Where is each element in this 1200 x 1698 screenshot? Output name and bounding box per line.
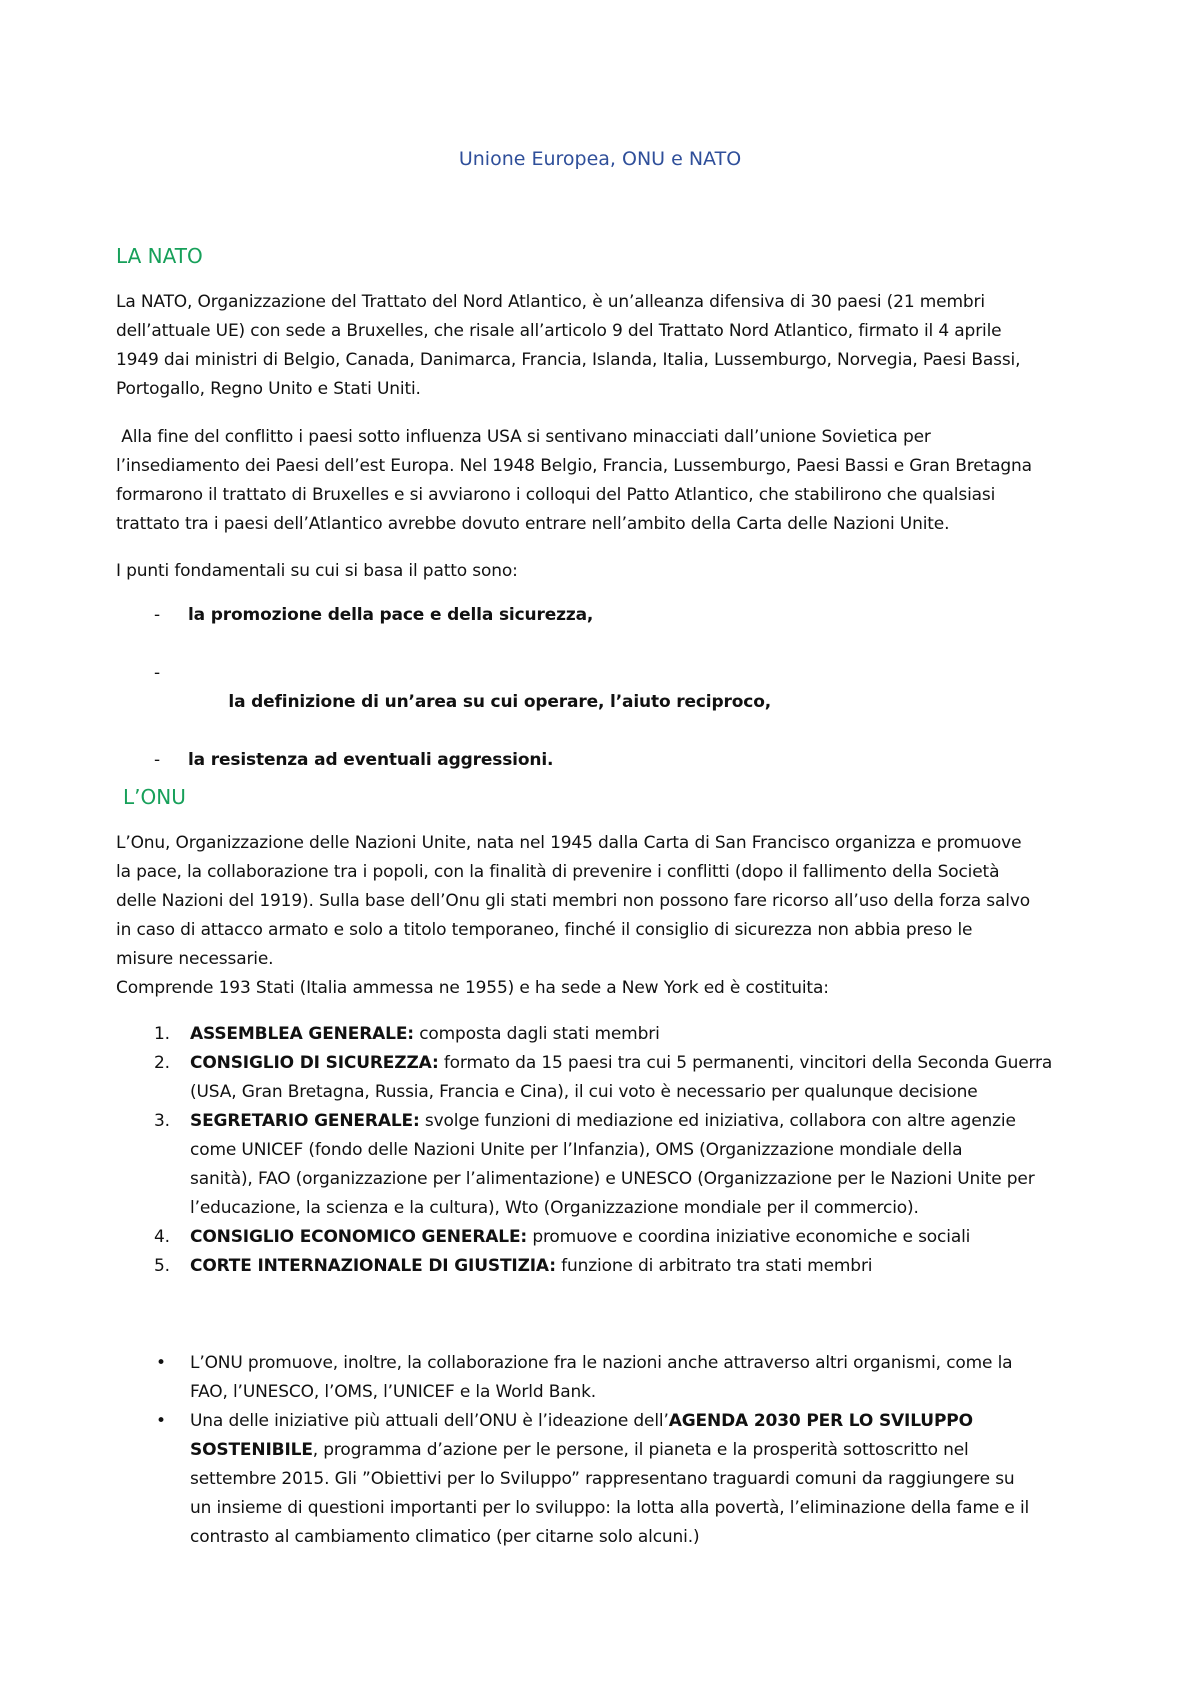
text-line: L’Onu, Organizzazione delle Nazioni Unite, nata nel 1945 dalla Carta di San Francisco organizza e promuove [116, 833, 1022, 853]
text-line: come UNICEF (fondo delle Nazioni Unite per l’Infanzia), OMS (Organizzazione mondiale della [190, 1140, 963, 1160]
nato-heading: LA NATO [116, 244, 203, 268]
organ-name: CONSIGLIO ECONOMICO GENERALE: [190, 1227, 528, 1247]
list-item-text: la resistenza ad eventuali aggressioni. [188, 750, 554, 770]
list-item [116, 1223, 1116, 1252]
organ-description: promuove e coordina iniziative economiche e sociali [527, 1227, 971, 1247]
text-line: Comprende 193 Stati (Italia ammessa ne 1955) e ha sede a New York ed è costituita: [116, 978, 829, 998]
list-number: 1. [154, 1024, 170, 1044]
list-number: 5. [154, 1256, 170, 1276]
list-item [116, 601, 1096, 630]
list-number: 4. [154, 1227, 170, 1247]
organ-name: CONSIGLIO DI SICUREZZA: [190, 1053, 439, 1073]
list-item [116, 1407, 1116, 1552]
list-item [116, 1252, 1116, 1281]
text-line: settembre 2015. Gli ”Obiettivi per lo Sviluppo” rappresentano traguardi comuni da raggiungere su [190, 1469, 1015, 1489]
text-line: la pace, la collaborazione tra i popoli, con la finalità di prevenire i conflitti (dopo il fallimento della Società [116, 862, 1000, 882]
text-line [190, 1223, 1116, 1252]
text-line: Alla fine del conflitto i paesi sotto influenza USA si sentivano minacciati dall’unione Sovietica per [116, 427, 931, 447]
list-item [116, 1107, 1116, 1223]
agenda-2030-title-cont: SOSTENIBILE [190, 1440, 313, 1460]
organ-name: SEGRETARIO GENERALE: [190, 1111, 420, 1131]
text-line: in caso di attacco armato e solo a titolo temporaneo, finché il consiglio di sicurezza non abbia preso le [116, 920, 973, 940]
text-line: FAO, l’UNESCO, l’OMS, l’UNICEF e la World Bank. [190, 1382, 597, 1402]
list-item [116, 746, 1096, 775]
text-line: trattato tra i paesi dell’Atlantico avrebbe dovuto entrare nell’ambito della Carta delle Nazioni Unite. [116, 514, 950, 534]
agenda-2030-title: AGENDA 2030 PER LO SVILUPPO [668, 1411, 973, 1431]
text-line: I punti fondamentali su cui si basa il patto sono: [116, 561, 518, 581]
text-line: misure necessarie. [116, 949, 274, 969]
text-line [190, 1252, 1116, 1281]
text-run: Una delle iniziative più attuali dell’ONU è l’ideazione dell’ [190, 1411, 669, 1431]
document-title: Unione Europea, ONU e NATO [458, 148, 742, 170]
text-line [190, 1020, 1116, 1049]
nato-paragraph-3 [116, 557, 1096, 586]
list-item-text: la definizione di un’area su cui operare, l’aiuto reciproco, [222, 692, 772, 712]
list-item [116, 630, 1096, 746]
onu-bullet-list [116, 1349, 1116, 1552]
text-line: formarono il trattato di Bruxelles e si avviarono i colloqui del Patto Atlantico, che stabilirono che qualsiasi [116, 485, 996, 505]
text-line [190, 1107, 1116, 1136]
text-line: dell’attuale UE) con sede a Bruxelles, che risale all’articolo 9 del Trattato Nord Atlantico, firmato il 4 aprile [116, 321, 1002, 341]
organ-description: svolge funzioni di mediazione ed iniziativa, collabora con altre agenzie [419, 1111, 1016, 1131]
organ-description: formato da 15 paesi tra cui 5 permanenti, vincitori della Seconda Guerra [438, 1053, 1053, 1073]
organ-description: funzione di arbitrato tra stati membri [555, 1256, 873, 1276]
bullet-marker: • [156, 1353, 166, 1373]
list-item [116, 1349, 1116, 1407]
nato-paragraph-2 [116, 423, 1096, 539]
list-item-text: la promozione della pace e della sicurezza, [188, 605, 594, 625]
onu-organs-list [116, 1020, 1116, 1281]
text-line [190, 1436, 1116, 1465]
text-line: L’ONU promuove, inoltre, la collaborazione fra le nazioni anche attraverso altri organismi, come la [190, 1353, 1013, 1373]
text-line: Portogallo, Regno Unito e Stati Uniti. [116, 379, 421, 399]
dash-marker: - [154, 605, 160, 625]
list-number: 2. [154, 1053, 170, 1073]
text-line: La NATO, Organizzazione del Trattato del Nord Atlantico, è un’alleanza difensiva di 30 paesi (21 membri [116, 292, 985, 312]
text-line: 1949 dai ministri di Belgio, Canada, Danimarca, Francia, Islanda, Italia, Lussemburgo, Norvegia, Paesi Bassi, [116, 350, 1021, 370]
dash-marker: - [154, 750, 160, 770]
organ-name: CORTE INTERNAZIONALE DI GIUSTIZIA: [190, 1256, 556, 1276]
text-line: l’insediamento dei Paesi dell’est Europa. Nel 1948 Belgio, Francia, Lussemburgo, Paesi Bassi e Gran Bretagna [116, 456, 1032, 476]
bullet-marker: • [156, 1411, 166, 1431]
dash-marker: - [154, 663, 160, 683]
text-line: delle Nazioni del 1919). Sulla base dell’Onu gli stati membri non possono fare ricorso all’uso della forza salvo [116, 891, 1031, 911]
text-line: l’educazione, la scienza e la cultura), Wto (Organizzazione mondiale per il commercio). [190, 1198, 919, 1218]
organ-name: ASSEMBLEA GENERALE: [190, 1024, 414, 1044]
organ-description: composta dagli stati membri [413, 1024, 660, 1044]
list-item [116, 1020, 1116, 1049]
text-line [190, 1049, 1116, 1078]
text-line: un insieme di questioni importanti per lo sviluppo: la lotta alla povertà, l’eliminazione della fame e il [190, 1498, 1030, 1518]
nato-paragraph-1 [116, 288, 1096, 404]
list-item [116, 1049, 1116, 1107]
nato-points-list [116, 601, 1096, 775]
text-line: (USA, Gran Bretagna, Russia, Francia e Cina), il cui voto è necessario per qualunque decisione [190, 1082, 978, 1102]
text-line [190, 1407, 1116, 1436]
list-number: 3. [154, 1111, 170, 1131]
onu-heading: L’ONU [123, 785, 186, 809]
text-line: contrasto al cambiamento climatico (per citarne solo alcuni.) [190, 1527, 700, 1547]
text-line: sanità), FAO (organizzazione per l’alimentazione) e UNESCO (Organizzazione per le Nazioni Unite per [190, 1169, 1035, 1189]
text-run: , programma d’azione per le persone, il pianeta e la prosperità sottoscritto nel [312, 1440, 969, 1460]
onu-paragraph-1 [116, 829, 1096, 1003]
